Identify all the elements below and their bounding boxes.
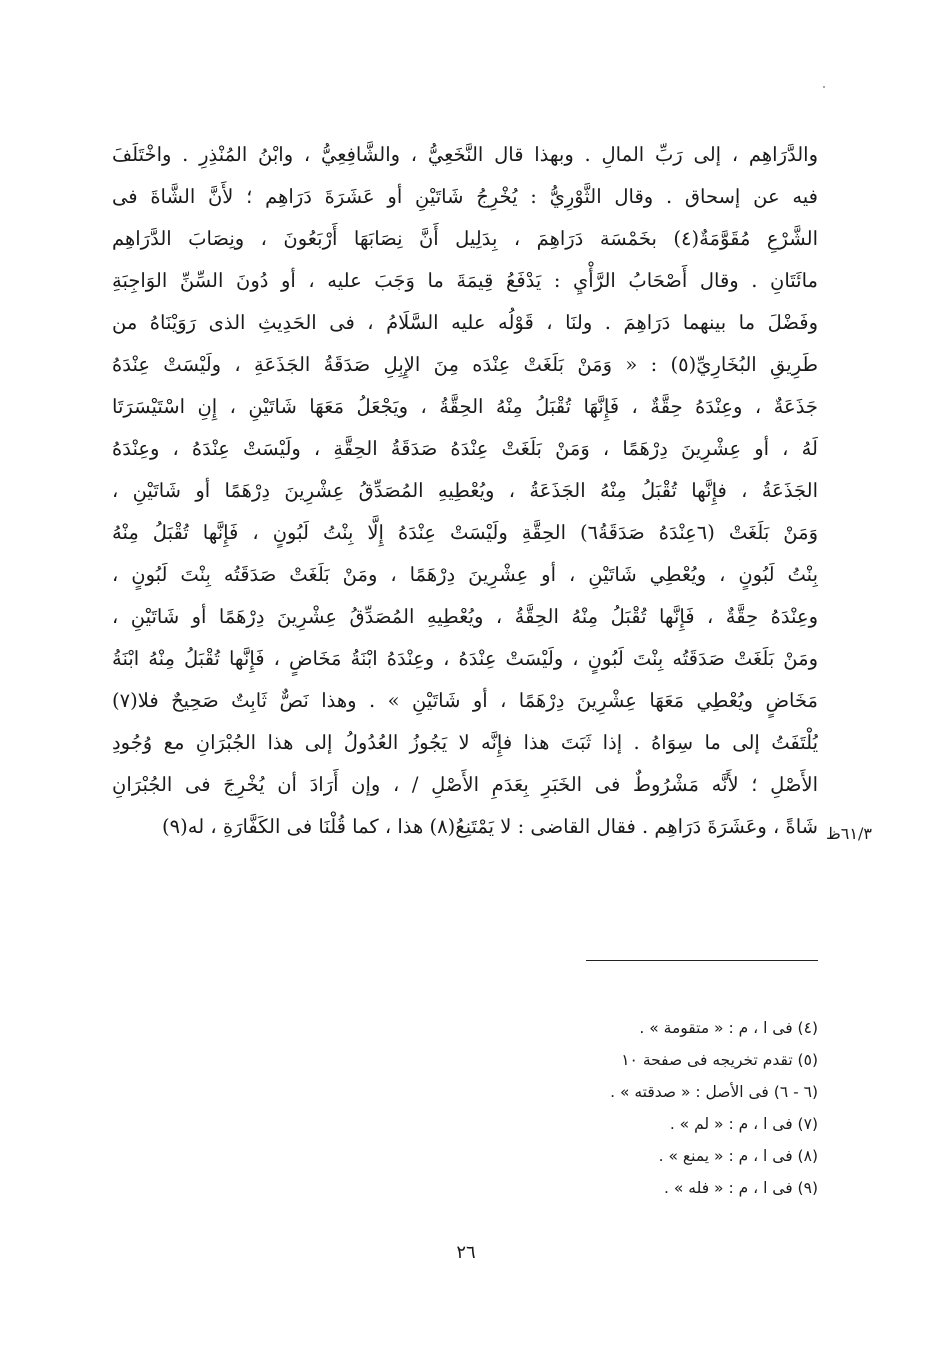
scan-speck bbox=[823, 86, 825, 88]
text-line: وفَضْلَ ما بينهما دَرَاهِمَ . ولنَا ، قَوْلُه عليه السَّلَامُ ، فى الحَدِيثِ الذى رَوَيْنَاهُ من bbox=[112, 311, 818, 334]
text-line: طَرِيقِ البُخَارِيِّ(٥) : « وَمَنْ بَلَغَتْ عِنْدَه مِنَ الإِبِلِ صَدَقَةُ الجَذَعَةِ ، ولَيْسَتْ عِنْدَهُ bbox=[112, 353, 818, 376]
footnote: (٧) فى ا ، م : « لم » . bbox=[669, 1115, 818, 1133]
text-line: الجَذَعَةُ ، فإِنَّها تُقْبَلُ مِنْهُ الجَذَعَةُ ، ويُعْطِيهِ المُصَدِّقُ عِشْرِينَ دِرْهَمًا أو شَاتَيْنِ ، bbox=[112, 479, 818, 502]
footnote: (٩) فى ا ، م : « فله » . bbox=[664, 1179, 818, 1197]
footnote: (٨) فى ا ، م : « يمنع » . bbox=[658, 1147, 818, 1165]
text-line: يُلْتَفَتُ إلى ما سِوَاهُ . إذا ثَبَتَ هذا فإِنَّه لا يَجُوزُ العُدُولُ إلى هذا الجُبْرَانِ مع وُجُودِ bbox=[112, 731, 818, 754]
text-line: والدَّرَاهِم ، إلى رَبِّ المالِ . وبهذا قال النَّخَعِيُّ ، والشَّافِعِيُّ ، وابْنُ المُنْذِرِ . واخْتَلَفَ bbox=[112, 143, 818, 166]
footnote: (٦ - ٦) فى الأصل : « صدقته » . bbox=[610, 1083, 818, 1101]
text-line: وعِنْدَهُ حِقَّةٌ ، فَإِنَّها تُقْبَلُ مِنْهُ الحِقَّةُ ، ويُعْطِيهِ المُصَدِّقُ عِشْرِينَ دِرْهَمًا أو شَاتَيْنِ ، bbox=[112, 605, 818, 628]
margin-folio-note: ٦١/٣ظ bbox=[826, 824, 872, 843]
text-line: جَذَعَةٌ ، وعِنْدَهُ حِقَّةٌ ، فَإِنَّهَا تُقْبَلُ مِنْهُ الحِقَّةُ ، ويَجْعَلُ مَعَهَا شَاتَيْنِ ، إِنِ اسْتَيْسَرَتَا bbox=[112, 395, 818, 418]
footnote-separator bbox=[586, 960, 818, 961]
text-line: لَهُ ، أو عِشْرِينَ دِرْهَمًا ، وَمَنْ بَلَغَتْ عِنْدَهُ صَدَقَةُ الحِقَّةِ ، ولَيْسَتْ عِنْدَهُ ، وعِنْدَهُ bbox=[112, 437, 818, 460]
text-line: الشَّرْعِ مُقَوَّمَةٌ(٤) بخَمْسَة دَرَاهِمَ ، بِدَلِيل أَنَّ نِصَابَهَا أَرْبَعُونَ ، ونِصَابَ الدَّرَاهِم bbox=[112, 227, 818, 250]
footnote: (٤) فى ا ، م : « متقومة » . bbox=[639, 1019, 818, 1037]
text-line: شَاةً ، وعَشَرَةَ دَرَاهِم . فقال القاضى : لا يَمْتَنِعُ(٨) هذا ، كما قُلْنَا فى الكَفَّارَةِ ، له(٩) bbox=[162, 815, 818, 838]
text-line: بِنْتُ لَبُونٍ ، ويُعْطِي شَاتَيْنِ ، أو عِشْرِينَ دِرْهَمًا ، ومَنْ بَلَغَتْ صَدَقَتُه بِنْتَ لَبُونٍ ، bbox=[112, 563, 818, 586]
text-line: مائَتَانِ . وقال أَصْحَابُ الرَّأْيِ : يَدْفَعُ قِيمَةَ ما وَجَبَ عليه ، أو دُونَ السِّنِّ الوَاجِبَةِ bbox=[112, 269, 818, 292]
footnote: (٥) تقدم تخريجه فى صفحة ١٠ bbox=[621, 1051, 818, 1069]
text-line: وَمَنْ بَلَغَتْ (٦عِنْدَهُ صَدَقَةُ٦) الحِقَّةِ ولَيْسَتْ عِنْدَهُ إِلَّا بِنْتُ لَبُونٍ ، فَإِنَّها تُقْبَلُ مِنْهُ bbox=[112, 521, 818, 544]
text-line: الأَصْلِ ؛ لأَنَّه مَشْرُوطٌ فى الخَبَرِ بِعَدَمِ الأَصْلِ / ، وإن أَرَادَ أن يُخْرِجَ فى الجُبْرَانِ bbox=[112, 773, 818, 796]
text-line: فيه عن إسحاق . وقال الثَّوْرِيُّ : يُخْرِجُ شَاتَيْنِ أو عَشَرَةَ دَرَاهِم ؛ لأَنَّ الشَّاةَ فى bbox=[112, 185, 818, 208]
footnotes bbox=[450, 1012, 818, 1204]
main-text bbox=[112, 134, 818, 848]
text-line: مَخَاضٍ ويُعْطِي مَعَهَا عِشْرِينَ دِرْهَمًا ، أو شَاتَيْنِ » . وهذا نَصٌّ ثَابِتٌ صَحِيحٌ فلا(٧) bbox=[112, 689, 818, 712]
page-number: ٢٦ bbox=[456, 1242, 476, 1263]
text-line: ومَنْ بَلَغَتْ صَدَقَتُه بِنْتَ لَبُونٍ ، ولَيْسَتْ عِنْدَهُ ، وعِنْدَهُ ابْنَةُ مَخَاضٍ ، فَإِنَّها تُقْبَلُ مِنْهُ ابْنَةُ bbox=[112, 647, 818, 670]
